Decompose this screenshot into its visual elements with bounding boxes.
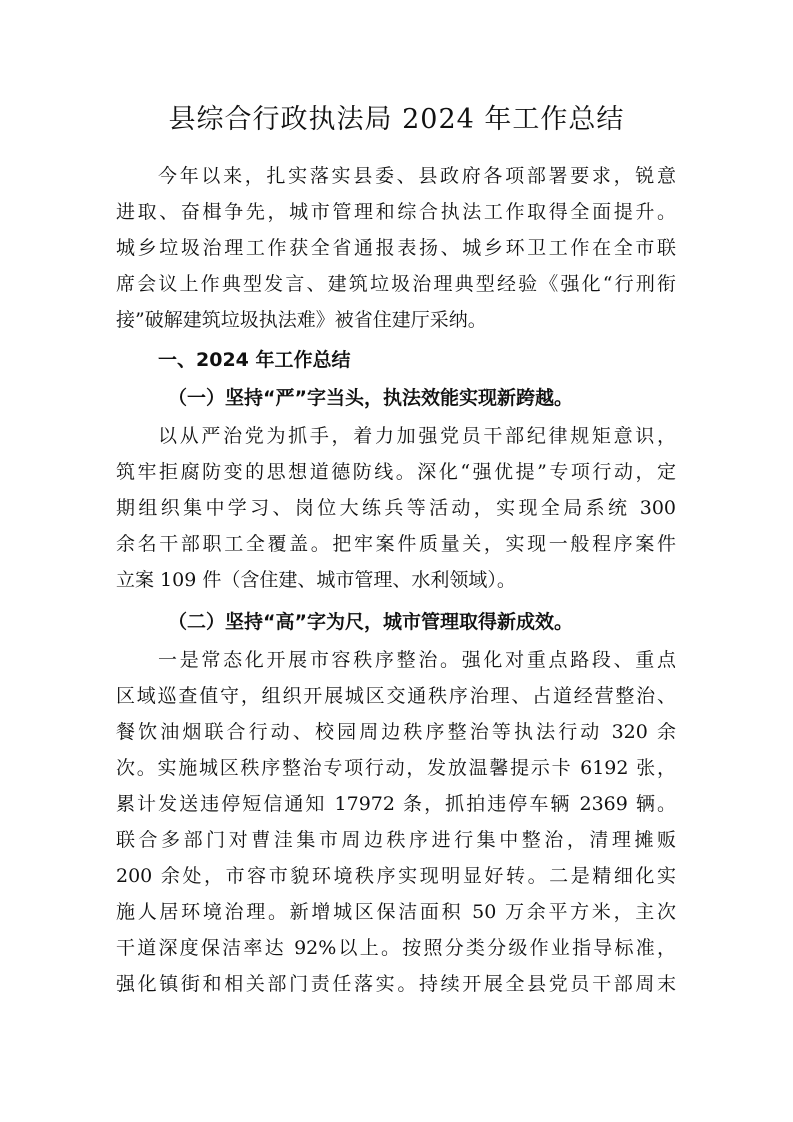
paragraph-line: 余名干部职工全覆盖。把牢案件质量关，实现一般程序案件 — [116, 533, 676, 555]
paragraph-line: 餐饮油烟联合行动、校园周边秩序整治等执法行动 320 余 — [116, 721, 676, 743]
paragraph-line: 次。实施城区秩序整治专项行动，发放温馨提示卡 6192 张， — [116, 757, 676, 779]
paragraph-line: 累计发送违停短信通知 17972 条，抓拍违停车辆 2369 辆。 — [116, 793, 676, 815]
paragraph-line: 干道深度保洁率达 92%以上。按照分类分级作业指导标准， — [116, 937, 676, 959]
paragraph-line: 进取、奋楫争先，城市管理和综合执法工作取得全面提升。 — [116, 201, 676, 223]
paragraph-line: 联合多部门对曹洼集市周边秩序进行集中整治，清理摊贩 — [116, 829, 676, 851]
subsection-heading: （一）坚持“严”字当头，执法效能实现新跨越。 — [168, 387, 573, 409]
paragraph-line: 期组织集中学习、岗位大练兵等活动，实现全局系统 300 — [116, 497, 676, 519]
subsection-1-paragraph — [116, 418, 676, 598]
paragraph-line: 城乡垃圾治理工作获全省通报表扬、城乡环卫工作在全市联 — [116, 237, 676, 259]
subsection-2-paragraph — [116, 642, 676, 1002]
paragraph-line: 一是常态化开展市容秩序整治。强化对重点路段、重点 — [158, 649, 676, 671]
paragraph-line: 筑牢拒腐防变的思想道德防线。深化“强优提”专项行动，定 — [116, 461, 676, 483]
section-heading: 一、2024 年工作总结 — [158, 349, 351, 371]
paragraph-line: 接”破解建筑垃圾执法难》被省住建厅采纳。 — [116, 309, 487, 331]
paragraph-line: 区域巡查值守，组织开展城区交通秩序治理、占道经营整治、 — [116, 685, 676, 707]
paragraph-line: 强化镇街和相关部门责任落实。持续开展全县党员干部周末 — [116, 973, 676, 995]
document-title: 县综合行政执法局 2024 年工作总结 — [168, 104, 625, 135]
paragraph-line: 席会议上作典型发言、建筑垃圾治理典型经验《强化“行刑衔 — [116, 273, 676, 295]
paragraph-line: 200 余处，市容市貌环境秩序实现明显好转。二是精细化实 — [116, 865, 676, 887]
subsection-heading: （二）坚持“高”字为尺，城市管理取得新成效。 — [168, 611, 573, 633]
paragraph-line: 今年以来，扎实落实县委、县政府各项部署要求，锐意 — [158, 165, 676, 187]
paragraph-line: 以从严治党为抓手，着力加强党员干部纪律规矩意识， — [158, 425, 676, 447]
paragraph-line: 施人居环境治理。新增城区保洁面积 50 万余平方米，主次 — [116, 901, 676, 923]
intro-paragraph — [116, 158, 676, 338]
paragraph-line: 立案 109 件（含住建、城市管理、水利领域）。 — [116, 569, 516, 591]
